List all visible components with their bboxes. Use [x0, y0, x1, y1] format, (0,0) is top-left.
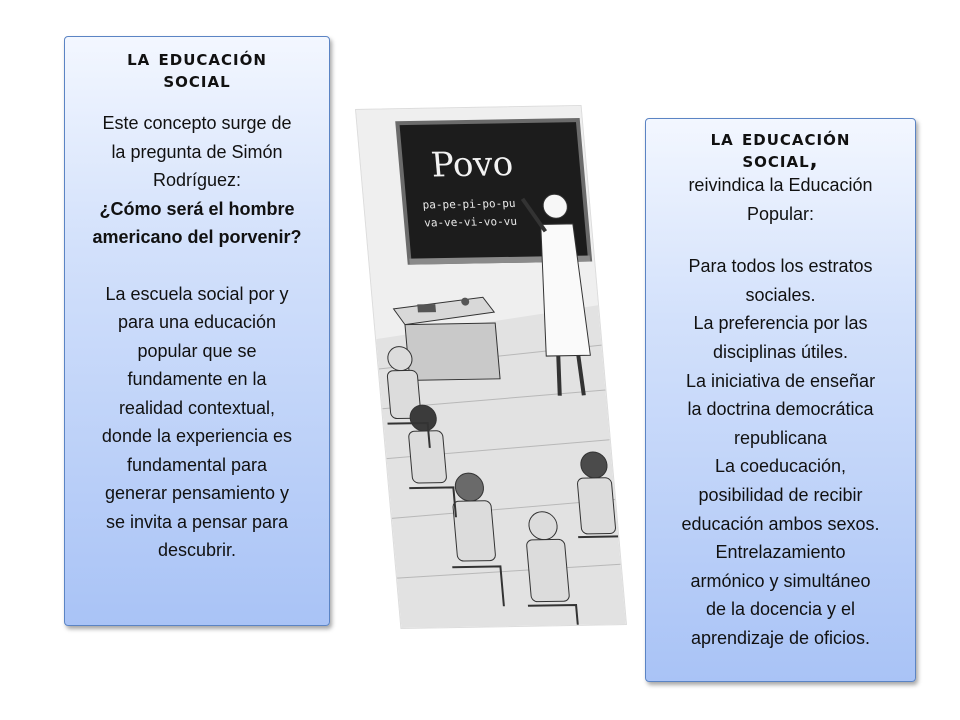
blackboard-line1: pa-pe-pi-po-pu [422, 196, 517, 212]
right-text-line: posibilidad de recibir [698, 484, 863, 505]
left-body-line: descubrir. [157, 540, 237, 560]
right-text-line: aprendizaje de oficios. [690, 627, 871, 648]
left-question-line: ¿Cómo será el hombre [99, 198, 295, 219]
left-body-line: realidad contextual, [118, 397, 276, 418]
right-text-line: Popular: [746, 203, 815, 224]
teacher-desk [393, 297, 500, 380]
right-text-line: reivindica la Educación [688, 175, 873, 195]
left-heading-line1: la educación [127, 46, 267, 70]
blackboard-word: Povo [429, 144, 515, 186]
right-text-line: educación ambos sexos. [681, 513, 880, 534]
classroom-illustration [355, 105, 627, 629]
left-question-line: americano del porvenir? [92, 227, 302, 247]
right-heading-line2: social, [742, 148, 819, 172]
right-text-line: disciplinas útiles. [712, 341, 849, 362]
right-text-line: La coeducación, [714, 456, 847, 477]
left-intro-line: la pregunta de Simón [111, 141, 283, 162]
left-text-panel [64, 36, 330, 626]
left-body-line: para una educación [117, 312, 277, 332]
left-body-line: popular que se [137, 340, 257, 361]
left-body-line: donde la experiencia es [101, 426, 293, 446]
right-text-line: La iniciativa de enseñar [685, 370, 876, 391]
right-heading-line1: la educación [710, 126, 851, 150]
left-intro-line: Rodríguez: [152, 170, 242, 190]
right-text-line: la doctrina democrática [687, 399, 874, 420]
left-body-line: fundamental para [126, 454, 268, 475]
classroom-drawing [356, 106, 626, 628]
left-body-line: fundamente en la [127, 369, 267, 389]
left-body-line: generar pensamiento y [104, 483, 290, 503]
blackboard-line2: va-ve-vi-vo-vu [423, 214, 518, 230]
right-text-panel [645, 118, 916, 682]
left-intro-line: Este concepto surge de [102, 113, 292, 133]
right-text-line: Entrelazamiento [715, 542, 846, 563]
right-text-line: republicana [733, 427, 828, 448]
left-body-line: La escuela social por y [105, 283, 289, 304]
right-text-line: de la docencia y el [705, 599, 856, 620]
left-body-line: se invita a pensar para [105, 511, 289, 532]
right-text-line: armónico y simultáneo [690, 570, 871, 591]
right-text-line: Para todos los estratos [688, 256, 873, 277]
left-heading-line2: social [163, 68, 231, 92]
right-text-line: sociales. [745, 284, 816, 305]
right-text-line: La preferencia por las [693, 313, 868, 334]
